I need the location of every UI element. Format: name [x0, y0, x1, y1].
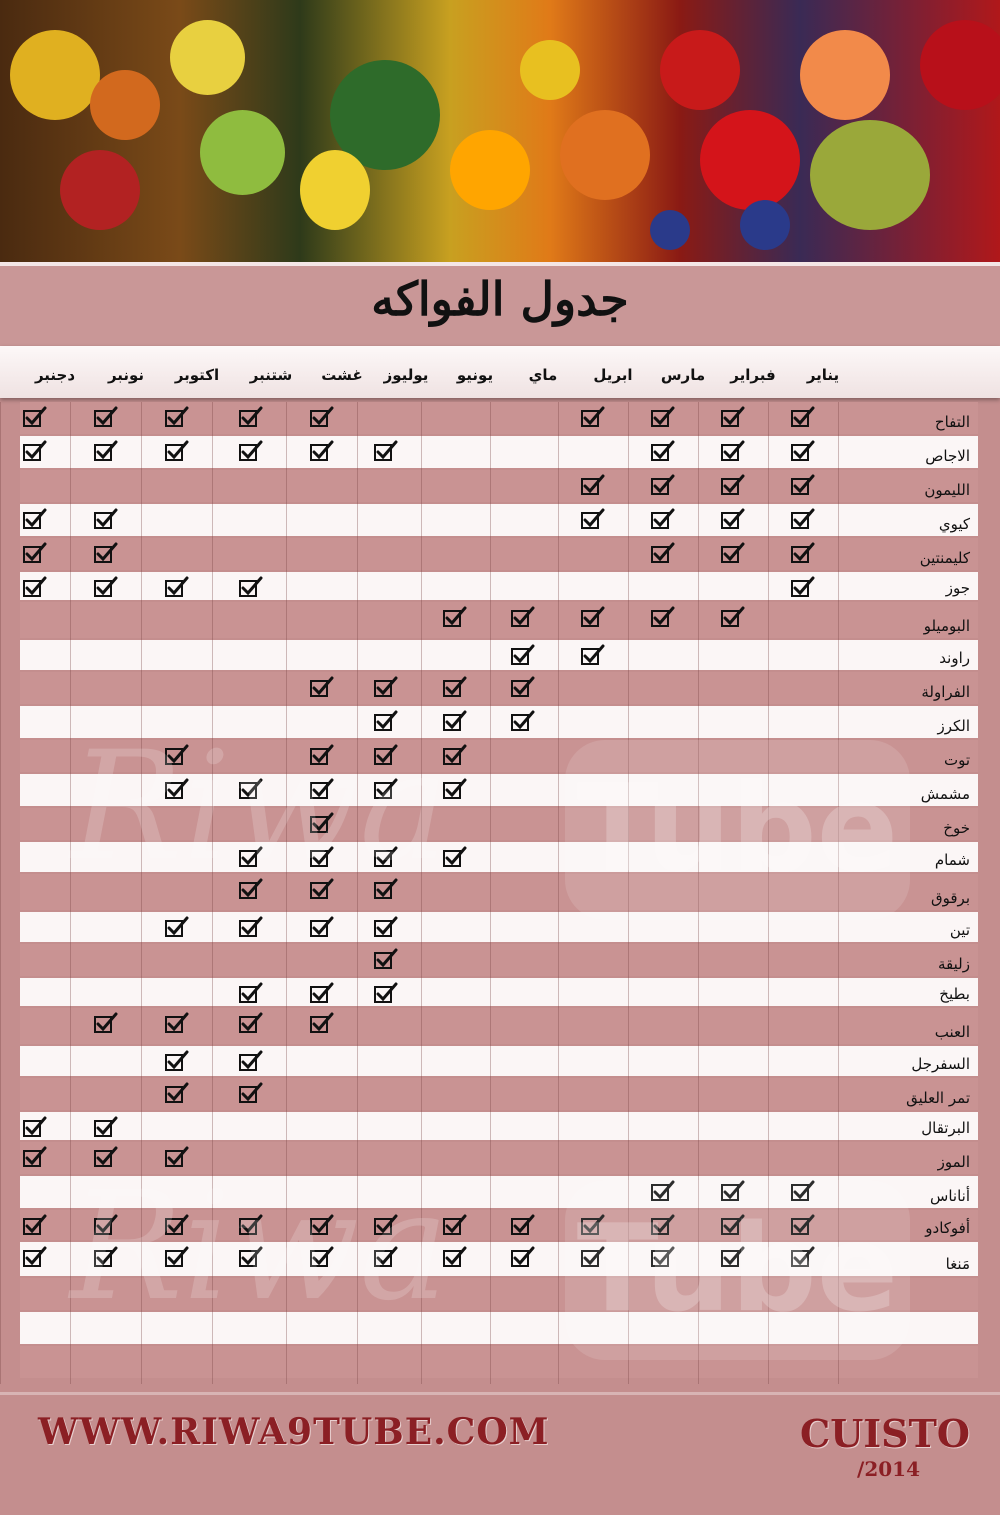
checkmark-icon [374, 1214, 398, 1236]
column-divider [286, 402, 287, 1384]
checkmark-icon [239, 778, 263, 800]
table-row [20, 402, 978, 434]
table-row [20, 1112, 978, 1140]
fruit-name: شمام [934, 851, 970, 869]
table-row [20, 1176, 978, 1208]
checkmark-icon [374, 1246, 398, 1268]
fruit-name: العنب [934, 1023, 970, 1041]
checkmark-icon [721, 440, 745, 462]
column-divider [70, 402, 71, 1384]
column-divider [421, 402, 422, 1384]
table-row [20, 1278, 978, 1310]
checkmark-icon [374, 676, 398, 698]
checkmark-icon [443, 606, 467, 628]
fruit-banner-image [0, 0, 1000, 262]
table-row [20, 706, 978, 738]
checkmark-icon [94, 1116, 118, 1138]
checkmark-icon [239, 1214, 263, 1236]
fruit-name: الاجاص [925, 447, 970, 465]
checkmark-icon [791, 440, 815, 462]
month-header: شتنبر [249, 366, 293, 384]
checkmark-icon [374, 778, 398, 800]
checkmark-icon [581, 474, 605, 496]
table-row [20, 808, 978, 840]
checkmark-icon [374, 916, 398, 938]
checkmark-icon [581, 508, 605, 530]
checkmark-icon [310, 1246, 334, 1268]
checkmark-icon [511, 644, 535, 666]
column-divider [212, 402, 213, 1384]
checkmark-icon [165, 1050, 189, 1072]
checkmark-icon [239, 846, 263, 868]
table-row [20, 944, 978, 976]
checkmark-icon [651, 474, 675, 496]
checkmark-icon [94, 508, 118, 530]
checkmark-icon [23, 1116, 47, 1138]
column-divider [698, 402, 699, 1384]
checkmark-icon [310, 406, 334, 428]
checkmark-icon [310, 440, 334, 462]
checkmark-icon [443, 846, 467, 868]
checkmark-icon [511, 606, 535, 628]
checkmark-icon [721, 474, 745, 496]
checkmark-icon [374, 982, 398, 1004]
checkmark-icon [23, 542, 47, 564]
year-label: /2014 [857, 1457, 920, 1481]
table-row [20, 1142, 978, 1174]
checkmark-icon [310, 878, 334, 900]
fruit-name: مَنغا [945, 1255, 970, 1273]
month-header: غشت [321, 366, 363, 384]
checkmark-icon [94, 440, 118, 462]
checkmark-icon [239, 440, 263, 462]
checkmark-icon [581, 1246, 605, 1268]
month-header: اكتوبر [174, 366, 220, 384]
checkmark-icon [374, 948, 398, 970]
table-row [20, 436, 978, 468]
fruit-name: أناناس [930, 1187, 970, 1205]
checkmark-icon [443, 1246, 467, 1268]
table-row [20, 470, 978, 502]
checkmark-icon [511, 1214, 535, 1236]
checkmark-icon [374, 846, 398, 868]
table-row [20, 874, 978, 910]
checkmark-icon [443, 1214, 467, 1236]
checkmark-icon [310, 744, 334, 766]
checkmark-icon [581, 406, 605, 428]
checkmark-icon [239, 878, 263, 900]
checkmark-icon [651, 406, 675, 428]
fruit-name: تين [949, 921, 970, 939]
fruit-name: خوخ [943, 819, 970, 837]
checkmark-icon [94, 1146, 118, 1168]
checkmark-icon [310, 846, 334, 868]
table-row [20, 1242, 978, 1276]
page-title: جدول الفواكه [371, 272, 629, 326]
checkmark-icon [511, 710, 535, 732]
fruit-name: البرتقال [921, 1119, 970, 1137]
checkmark-icon [791, 406, 815, 428]
checkmark-icon [23, 1146, 47, 1168]
column-divider [768, 402, 769, 1384]
checkmark-icon [443, 778, 467, 800]
table-row [20, 1008, 978, 1044]
checkmark-icon [791, 576, 815, 598]
checkmark-icon [94, 542, 118, 564]
checkmark-icon [94, 576, 118, 598]
table-row [20, 740, 978, 772]
checkmark-icon [721, 406, 745, 428]
month-header: يوليوز [383, 366, 429, 384]
column-divider [357, 402, 358, 1384]
checkmark-icon [651, 606, 675, 628]
checkmark-icon [651, 1180, 675, 1202]
title-band [0, 262, 1000, 350]
fruit-name: توت [943, 751, 970, 769]
checkmark-icon [651, 440, 675, 462]
checkmark-icon [310, 1012, 334, 1034]
column-divider [0, 402, 1, 1384]
checkmark-icon [94, 1246, 118, 1268]
checkmark-icon [165, 440, 189, 462]
checkmark-icon [721, 606, 745, 628]
checkmark-icon [23, 508, 47, 530]
table-row [20, 672, 978, 704]
month-header: ابريل [593, 366, 633, 384]
checkmark-icon [165, 744, 189, 766]
fruit-name: برقوق [930, 889, 970, 907]
fruit-name: جوز [945, 579, 970, 597]
checkmark-icon [374, 878, 398, 900]
checkmark-icon [651, 542, 675, 564]
checkmark-icon [511, 1246, 535, 1268]
checkmark-icon [165, 1214, 189, 1236]
checkmark-icon [651, 1246, 675, 1268]
checkmark-icon [165, 1146, 189, 1168]
fruit-name: السفرجل [911, 1055, 970, 1073]
checkmark-icon [239, 982, 263, 1004]
checkmark-icon [23, 440, 47, 462]
fruit-name: الكرز [937, 717, 970, 735]
fruit-name: التفاح [934, 413, 970, 431]
fruit-name: كيوي [938, 515, 970, 533]
checkmark-icon [721, 1180, 745, 1202]
checkmark-icon [23, 1214, 47, 1236]
month-header: يناير [806, 366, 840, 384]
checkmark-icon [581, 1214, 605, 1236]
watermark-tube: Tube [565, 1180, 910, 1360]
month-header: نونبر [107, 366, 145, 384]
fruit-name: أفوكادو [925, 1219, 970, 1237]
footer [0, 1392, 1000, 1515]
checkmark-icon [23, 576, 47, 598]
column-divider [490, 402, 491, 1384]
fruit-name: مشمش [920, 785, 970, 803]
checkmark-icon [721, 1246, 745, 1268]
checkmark-icon [443, 744, 467, 766]
checkmark-icon [581, 606, 605, 628]
table-row [20, 504, 978, 536]
table-row [20, 1346, 978, 1378]
checkmark-icon [511, 676, 535, 698]
fruit-name: زليقة [938, 955, 970, 973]
fruit-name: البوميلو [923, 617, 970, 635]
column-divider [838, 402, 839, 1384]
months-header [0, 346, 1000, 398]
fruit-name: كليمنتين [919, 549, 970, 567]
checkmark-icon [721, 542, 745, 564]
table-row [20, 978, 978, 1006]
checkmark-icon [721, 508, 745, 530]
table-row [20, 1210, 978, 1240]
checkmark-icon [94, 406, 118, 428]
website-url[interactable]: WWW.RIWA9TUBE.COM [38, 1411, 550, 1453]
brand-name: CUISTO [800, 1411, 970, 1456]
checkmark-icon [443, 710, 467, 732]
month-header: ماي [528, 366, 558, 384]
checkmark-icon [165, 1246, 189, 1268]
column-divider [628, 402, 629, 1384]
checkmark-icon [310, 916, 334, 938]
checkmark-icon [239, 1082, 263, 1104]
column-divider [141, 402, 142, 1384]
table-row [20, 1312, 978, 1344]
checkmark-icon [721, 1214, 745, 1236]
table-row [20, 1078, 978, 1110]
checkmark-icon [791, 508, 815, 530]
checkmark-icon [374, 710, 398, 732]
month-header: مارس [660, 366, 706, 384]
checkmark-icon [791, 1246, 815, 1268]
table-row [20, 912, 978, 942]
checkmark-icon [23, 1246, 47, 1268]
checkmark-icon [239, 916, 263, 938]
checkmark-icon [94, 1012, 118, 1034]
fruit-name: الموز [937, 1153, 970, 1171]
month-header: فبراير [730, 366, 776, 384]
checkmark-icon [310, 982, 334, 1004]
watermark-script: Riwa [70, 720, 449, 894]
table-row [20, 774, 978, 806]
checkmark-icon [374, 744, 398, 766]
table-row [20, 602, 978, 638]
checkmark-icon [239, 1012, 263, 1034]
checkmark-icon [310, 812, 334, 834]
checkmark-icon [791, 542, 815, 564]
checkmark-icon [310, 778, 334, 800]
checkmark-icon [310, 676, 334, 698]
fruit-season-table [20, 402, 978, 1384]
checkmark-icon [165, 406, 189, 428]
checkmark-icon [239, 406, 263, 428]
checkmark-icon [165, 916, 189, 938]
checkmark-icon [791, 474, 815, 496]
checkmark-icon [374, 440, 398, 462]
column-divider [558, 402, 559, 1384]
checkmark-icon [165, 576, 189, 598]
month-header: يونيو [456, 366, 494, 384]
checkmark-icon [165, 778, 189, 800]
table-row [20, 842, 978, 872]
checkmark-icon [443, 676, 467, 698]
checkmark-icon [310, 1214, 334, 1236]
checkmark-icon [581, 644, 605, 666]
watermark-tube: Tube [565, 740, 910, 920]
checkmark-icon [791, 1214, 815, 1236]
checkmark-icon [239, 1246, 263, 1268]
table-row [20, 538, 978, 570]
fruit-name: الفراولة [921, 683, 970, 701]
checkmark-icon [791, 1180, 815, 1202]
checkmark-icon [165, 1082, 189, 1104]
fruit-name: راوند [939, 649, 970, 667]
fruit-name: الليمون [924, 481, 970, 499]
checkmark-icon [239, 1050, 263, 1072]
checkmark-icon [23, 406, 47, 428]
table-row [20, 1046, 978, 1076]
fruit-name: بطيخ [939, 985, 970, 1003]
table-row [20, 572, 978, 600]
checkmark-icon [651, 508, 675, 530]
fruit-name: تمر العليق [906, 1089, 970, 1107]
checkmark-icon [165, 1012, 189, 1034]
month-header: دجنبر [34, 366, 76, 384]
checkmark-icon [651, 1214, 675, 1236]
checkmark-icon [94, 1214, 118, 1236]
table-row [20, 640, 978, 670]
checkmark-icon [239, 576, 263, 598]
